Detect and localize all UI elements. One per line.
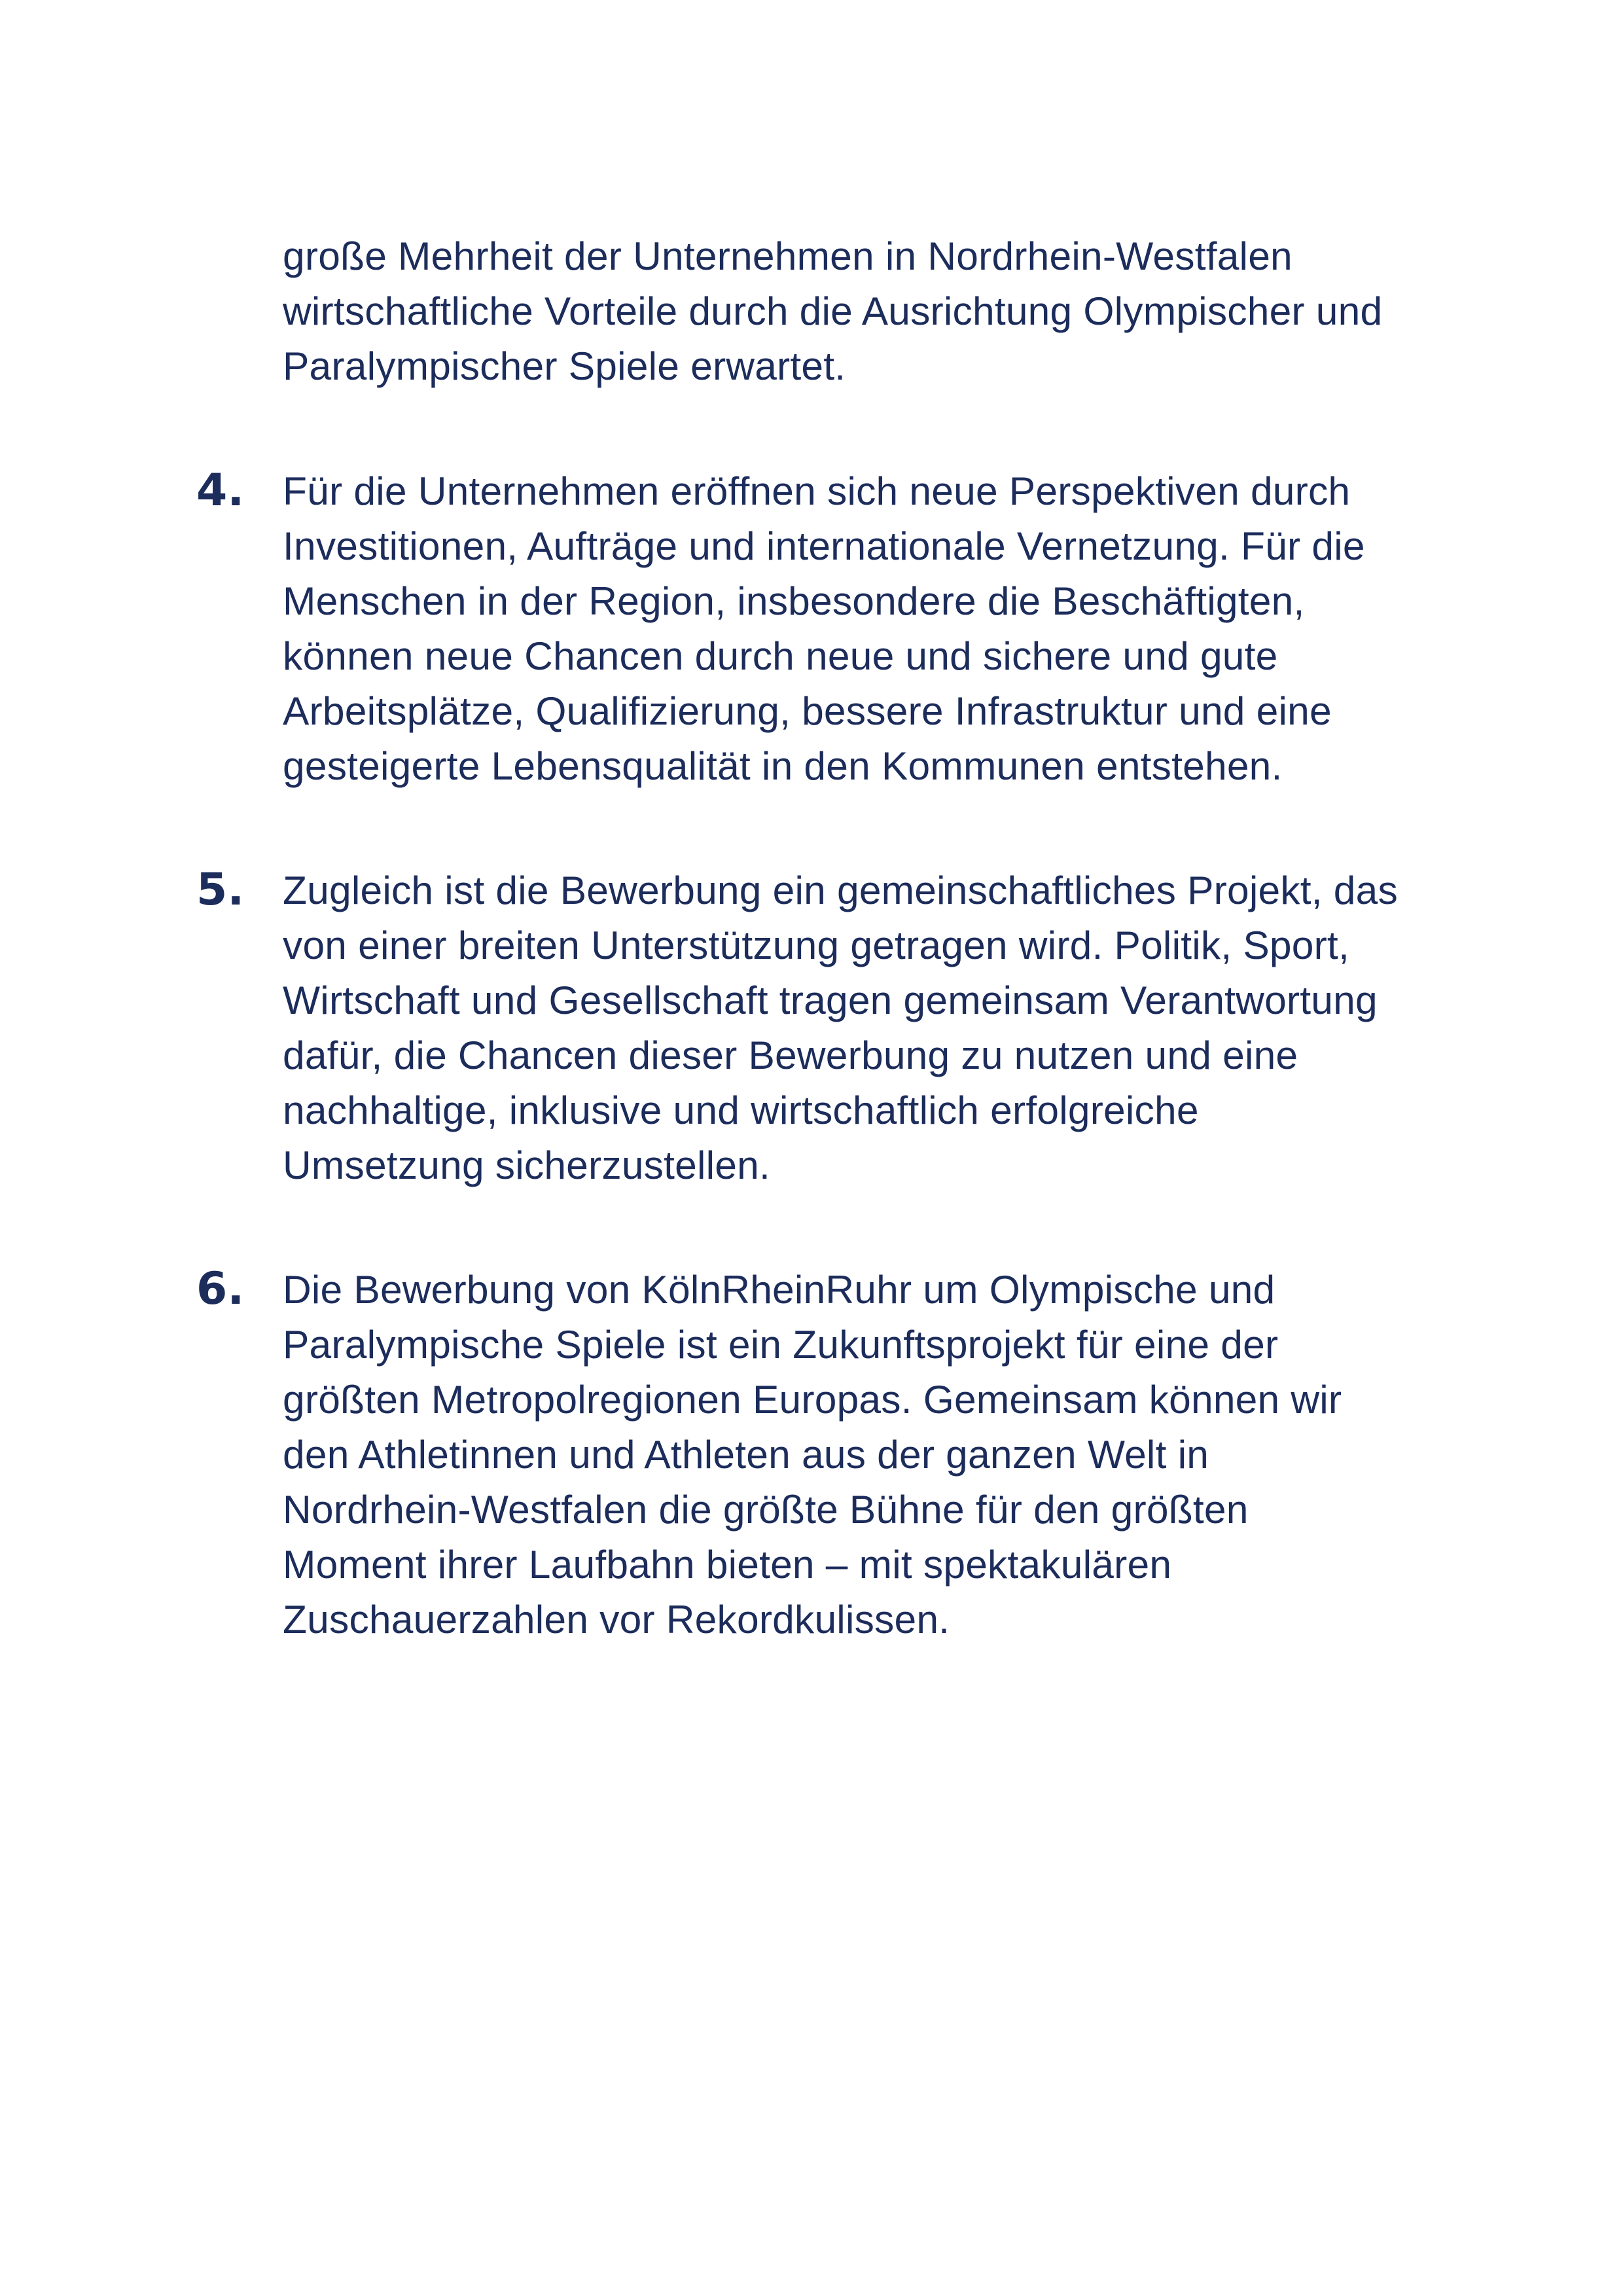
paragraph-line: Zugleich ist die Bewerbung ein gemeinschaftliches Projekt, das	[283, 868, 1398, 912]
paragraph-line: größten Metropolregionen Europas. Gemeinsam können wir	[283, 1377, 1342, 1422]
paragraph-line: Wirtschaft und Gesellschaft tragen gemeinsam Verantwortung	[283, 978, 1378, 1022]
item-paragraph	[283, 463, 1500, 793]
paragraph-line: Investitionen, Aufträge und internationale Vernetzung. Für die	[283, 524, 1365, 568]
item-number: 6.	[196, 1263, 245, 1315]
paragraph-line: Die Bewerbung von KölnRheinRuhr um Olympische und	[283, 1267, 1275, 1312]
item-paragraph	[283, 863, 1500, 1193]
paragraph-line: Für die Unternehmen eröffnen sich neue Perspektiven durch	[283, 469, 1351, 513]
paragraph-line: große Mehrheit der Unternehmen in Nordrhein-Westfalen	[283, 234, 1293, 278]
paragraph-line: Menschen in der Region, insbesondere die Beschäftigten,	[283, 579, 1305, 623]
paragraph-line: wirtschaftliche Vorteile durch die Ausrichtung Olympischer und	[283, 289, 1383, 333]
item-paragraph	[283, 1262, 1500, 1647]
continued-paragraph	[283, 228, 1500, 393]
paragraph-line: Paralympischer Spiele erwartet.	[283, 344, 846, 388]
paragraph-line: dafür, die Chancen dieser Bewerbung zu nutzen und eine	[283, 1033, 1298, 1077]
paragraph-line: Nordrhein-Westfalen die größte Bühne für den größten	[283, 1487, 1249, 1532]
paragraph-line: können neue Chancen durch neue und sichere und gute	[283, 634, 1278, 678]
paragraph-line: Umsetzung sicherzustellen.	[283, 1143, 770, 1187]
paragraph-line: Arbeitsplätze, Qualifizierung, bessere Infrastruktur und eine	[283, 689, 1332, 733]
paragraph-line: Moment ihrer Laufbahn bieten – mit spektakulären	[283, 1542, 1172, 1587]
paragraph-line: von einer breiten Unterstützung getragen wird. Politik, Sport,	[283, 923, 1349, 967]
item-number: 4.	[196, 465, 245, 516]
item-number: 5.	[196, 864, 245, 916]
paragraph-line: gesteigerte Lebensqualität in den Kommunen entstehen.	[283, 744, 1283, 788]
paragraph-line: Paralympische Spiele ist ein Zukunftsprojekt für eine der	[283, 1322, 1279, 1367]
paragraph-line: den Athletinnen und Athleten aus der ganzen Welt in	[283, 1432, 1209, 1477]
paragraph-line: nachhaltige, inklusive und wirtschaftlich erfolgreiche	[283, 1088, 1199, 1132]
paragraph-line: Zuschauerzahlen vor Rekordkulissen.	[283, 1597, 950, 1641]
